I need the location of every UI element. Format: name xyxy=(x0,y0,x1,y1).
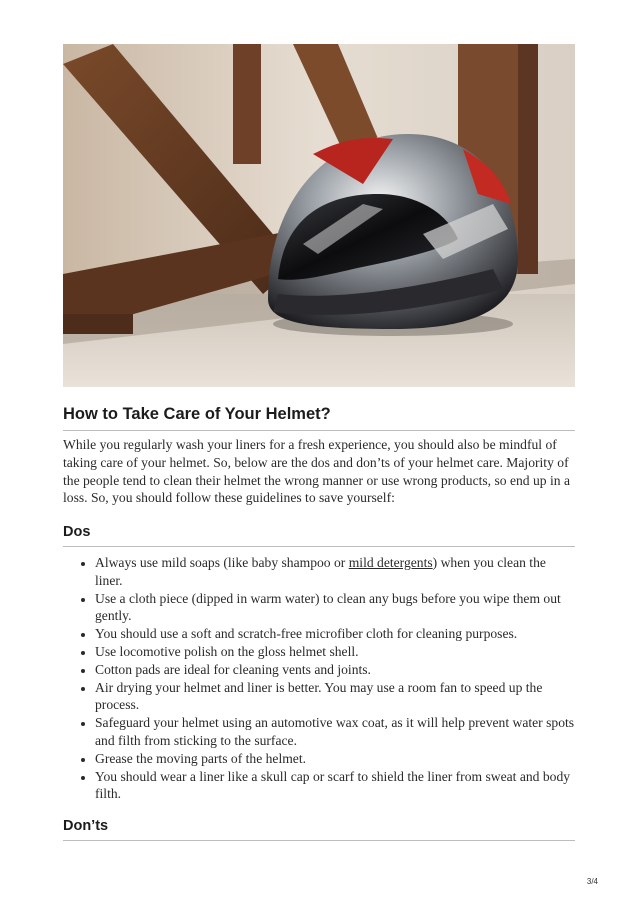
list-item-text: Always use mild soaps (like baby shampoo or xyxy=(95,555,349,570)
section-heading: How to Take Care of Your Helmet? xyxy=(63,405,331,423)
helmet-photo xyxy=(63,44,575,387)
list-item-text: ) when you clean the liner. xyxy=(95,555,546,588)
list-item: • Use a cloth piece (dipped in warm water) to clean any bugs before you wipe them out gently. xyxy=(95,590,575,626)
mild-detergents-link[interactable]: mild detergents xyxy=(348,555,433,570)
donts-heading: Don’ts xyxy=(63,818,109,834)
donts-divider xyxy=(63,840,575,841)
heading-divider xyxy=(63,430,575,431)
list-item: • Safeguard your helmet using an automotive wax coat, as it will help prevent water spots and filth from sticking to the surface. xyxy=(95,714,575,750)
helmet-illustration xyxy=(63,44,575,387)
list-item: • You should use a soft and scratch-free microfiber cloth for cleaning purposes. xyxy=(95,625,575,643)
list-item: • You should wear a liner like a skull cap or scarf to shield the liner from sweat and body filth. xyxy=(95,768,575,804)
list-item: • Air drying your helmet and liner is better. You may use a room fan to speed up the process. xyxy=(95,679,575,715)
list-item: • Grease the moving parts of the helmet. xyxy=(95,750,575,768)
dos-list xyxy=(63,554,575,803)
list-item: • Use locomotive polish on the gloss helmet shell. xyxy=(95,643,575,661)
dos-divider xyxy=(63,546,575,547)
intro-paragraph: While you regularly wash your liners for a fresh experience, you should also be mindful of taking care of your helmet. So, below are the dos and don’ts of your helmet care. Majority of the people tend to clean their helmet the wrong manner or use wrong products, so end up in a loss. So, you should follow these guidelines to save yourself: xyxy=(63,437,570,506)
page-number: 3/4 xyxy=(586,877,598,886)
dos-heading: Dos xyxy=(63,524,91,540)
list-item xyxy=(95,554,575,590)
list-item: • Cotton pads are ideal for cleaning vents and joints. xyxy=(95,661,575,679)
